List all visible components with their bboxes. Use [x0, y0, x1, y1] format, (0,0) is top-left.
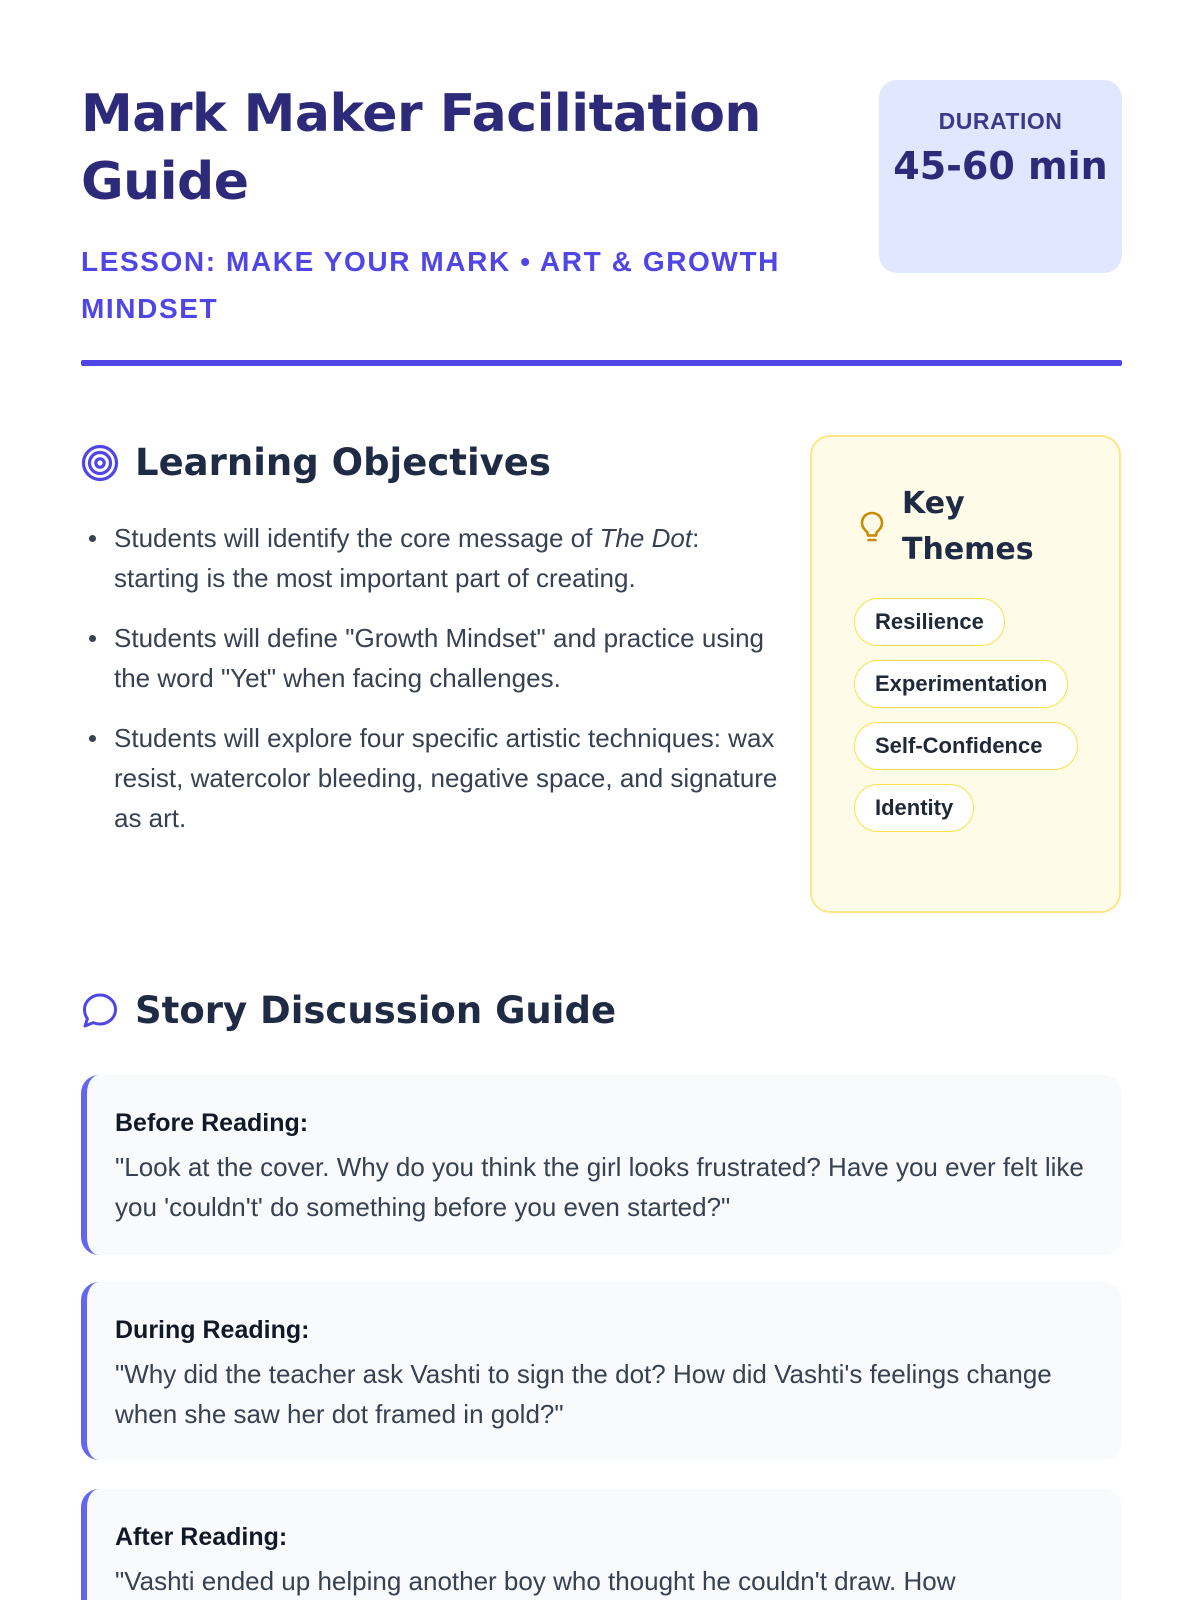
duration-value: 45-60 min: [893, 144, 1108, 188]
discussion-question: "Look at the cover. Why do you think the girl looks frustrated? Have you ever felt like you 'couldn't' do something before you even started?": [115, 1152, 1084, 1222]
objectives-title: Learning Objectives: [135, 441, 551, 484]
duration-badge: [879, 80, 1122, 273]
speech-bubble-icon: [81, 992, 119, 1030]
header-divider: [81, 360, 1122, 366]
key-themes-card: [810, 435, 1121, 913]
book-title: The Dot: [599, 523, 693, 553]
discussion-card-during: [81, 1282, 1122, 1460]
themes-list: [854, 598, 1078, 846]
objective-item: Students will explore four specific artistic techniques: wax resist, watercolor bleeding, negative space, and signature as art.: [81, 718, 781, 838]
discussion-question: "Why did the teacher ask Vashti to sign the dot? How did Vashti's feelings change when she saw her dot framed in gold?": [115, 1359, 1052, 1429]
discussion-label: After Reading:: [115, 1523, 288, 1551]
discussion-card-before: [81, 1075, 1122, 1255]
objective-item: Students will identify the core message of The Dot: starting is the most important part of creating.: [81, 518, 781, 598]
themes-heading: [858, 481, 1032, 573]
discussion-question: "Vashti ended up helping another boy who thought he couldn't draw. How: [115, 1566, 956, 1596]
duration-label: DURATION: [938, 108, 1063, 134]
objectives-heading: [81, 441, 551, 484]
themes-title: Key Themes: [902, 486, 1034, 567]
theme-tag: Self-Confidence: [854, 722, 1078, 770]
lightbulb-icon: [858, 507, 886, 547]
target-icon: [81, 444, 119, 482]
discussion-title: Story Discussion Guide: [135, 989, 617, 1032]
objectives-list: [81, 518, 781, 858]
theme-tag: Identity: [854, 784, 974, 832]
discussion-heading: [81, 989, 616, 1032]
guide-header: [81, 80, 1122, 332]
discussion-label: Before Reading:: [115, 1109, 309, 1137]
objective-item: Students will define "Growth Mindset" and practice using the word "Yet" when facing challenges.: [81, 618, 781, 698]
theme-tag: Experimentation: [854, 660, 1068, 708]
theme-tag: Resilience: [854, 598, 1005, 646]
discussion-card-after: [81, 1489, 1122, 1600]
lesson-subtitle: LESSON: MAKE YOUR MARK • ART & GROWTH MINDSET: [81, 246, 780, 324]
page-title: Mark Maker Facilitation Guide: [81, 84, 761, 212]
discussion-label: During Reading:: [115, 1316, 310, 1344]
